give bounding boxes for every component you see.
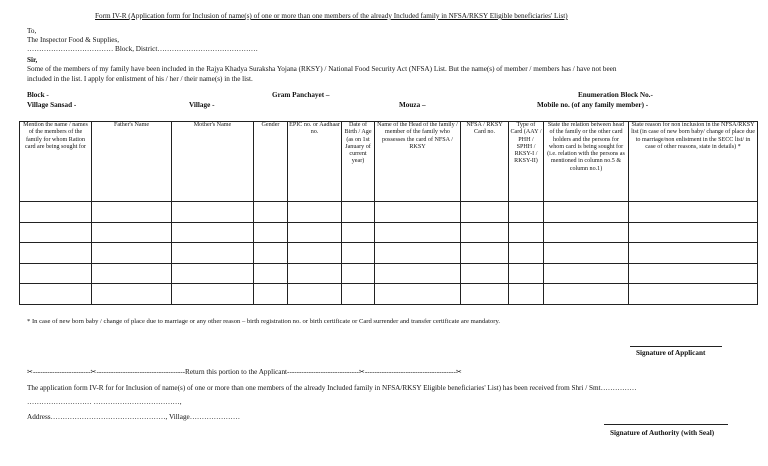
column-header: EPIC no. or Aadhaar no.: [288, 122, 342, 202]
table-cell[interactable]: [461, 284, 509, 305]
column-header: Gender: [254, 122, 288, 202]
table-cell[interactable]: [342, 243, 375, 264]
table-cell[interactable]: [92, 202, 172, 223]
enumeration-block-field: Enumeration Block No.-: [578, 91, 653, 99]
table-cell[interactable]: [172, 263, 254, 284]
receipt-address: Address…………………………………………, Village…………………: [27, 413, 241, 421]
table-cell[interactable]: [288, 243, 342, 264]
addressee: The Inspector Food & Supplies,: [27, 36, 120, 44]
table-cell[interactable]: [254, 263, 288, 284]
table-cell[interactable]: [544, 243, 629, 264]
table-row: [20, 243, 758, 264]
table-cell[interactable]: [342, 222, 375, 243]
table-cell[interactable]: [20, 243, 92, 264]
column-header: State reason for non inclusion in the NFSA/RKSY list (in case of new born baby/ change of place due to marriage/non enlistment in the SECC list/ in case of other reasons, state in details) *: [629, 122, 758, 202]
table-cell[interactable]: [254, 243, 288, 264]
authority-signature-line: [604, 424, 728, 425]
to-label: To,: [27, 27, 37, 35]
table-row: [20, 284, 758, 305]
table-cell[interactable]: [342, 263, 375, 284]
receipt-line1: The application form IV-R for for Inclusion of name(s) of one or more than one members of the already Included family in NFSA/RKSY Eligible beneficiaries' List) has been received from Shri / Smt……………: [27, 384, 637, 392]
column-header: Type of Card (AAY / PHH / SPHH / RKSY-I / RKSY-II): [509, 122, 544, 202]
block-district-line: ……………………………… Block, District……………………………………: [27, 45, 258, 53]
table-cell[interactable]: [461, 263, 509, 284]
table-cell[interactable]: [288, 202, 342, 223]
table-cell[interactable]: [20, 202, 92, 223]
table-cell[interactable]: [20, 284, 92, 305]
table-cell[interactable]: [509, 284, 544, 305]
table-cell[interactable]: [544, 263, 629, 284]
signature-applicant: Signature of Applicant: [636, 349, 706, 357]
mobile-field: Mobile no. (of any family member) -: [537, 101, 649, 109]
applicant-signature-line: [630, 346, 722, 347]
table-cell[interactable]: [342, 202, 375, 223]
table-cell[interactable]: [461, 243, 509, 264]
table-cell[interactable]: [375, 243, 461, 264]
table-row: [20, 263, 758, 284]
table-cell[interactable]: [544, 222, 629, 243]
application-table: [19, 121, 758, 305]
table-cell[interactable]: [172, 284, 254, 305]
table-row: [20, 222, 758, 243]
table-cell[interactable]: [509, 202, 544, 223]
table-cell[interactable]: [288, 222, 342, 243]
table-cell[interactable]: [342, 284, 375, 305]
signature-authority: Signature of Authority (with Seal): [610, 429, 715, 437]
table-cell[interactable]: [509, 243, 544, 264]
column-header: Date of Birth / Age (as on 1st January of current year): [342, 122, 375, 202]
column-header: Mother's Name: [172, 122, 254, 202]
table-cell[interactable]: [20, 222, 92, 243]
table-cell[interactable]: [375, 222, 461, 243]
table-cell[interactable]: [629, 202, 758, 223]
cut-line: ✂------------------------✂-------------------------------------Return this portion to the Applicant------------------------------✂--------------------------------------✂: [27, 368, 462, 376]
column-header: State the relation between head of the family or the other card holders and the persons for whom card is being sought for (i.e. relation with the persons as mentioned in column no.5 & column no.1): [544, 122, 629, 202]
table-cell[interactable]: [92, 284, 172, 305]
table-cell[interactable]: [92, 243, 172, 264]
table-cell[interactable]: [461, 222, 509, 243]
table-cell[interactable]: [254, 222, 288, 243]
table-cell[interactable]: [629, 243, 758, 264]
table-cell[interactable]: [375, 263, 461, 284]
salutation: Sir,: [27, 56, 38, 64]
table-header-row: [20, 122, 758, 202]
table-cell[interactable]: [629, 263, 758, 284]
table-cell[interactable]: [92, 222, 172, 243]
table-cell[interactable]: [172, 243, 254, 264]
block-field: Block -: [27, 91, 49, 99]
table-cell[interactable]: [288, 263, 342, 284]
gram-panchayet-field: Gram Panchayet –: [272, 91, 330, 99]
footnote: * In case of new born baby / change of place due to marriage or any other reason – birth registration no. or birth certificate or Card surrender and transfer certificate are mandatory.: [27, 318, 501, 325]
table-cell[interactable]: [375, 202, 461, 223]
form-title: Form IV-R (Application form for Inclusion of name(s) of one or more than one members of the already Included family in NFSA/RKSY Eligible beneficiaries' List): [95, 12, 568, 20]
table-cell[interactable]: [375, 284, 461, 305]
body-text-line1: Some of the members of my family have been included in the Rajya Khadya Suraksha Yojana (RKSY) / National Food Security Act (NFSA) List. But the name(s) of member / members has / have not been: [27, 65, 617, 73]
table-cell[interactable]: [544, 202, 629, 223]
body-text-line2: included in the list. I apply for enlistment of his / her / their name(s) in the list.: [27, 75, 253, 83]
table-cell[interactable]: [288, 284, 342, 305]
column-header: Father's Name: [92, 122, 172, 202]
table-cell[interactable]: [254, 284, 288, 305]
village-sansad-field: Village Sansad -: [27, 101, 77, 109]
table-cell[interactable]: [20, 263, 92, 284]
table-cell[interactable]: [629, 222, 758, 243]
column-header: Mention the name / names of the members of the family for whom Ration card are being sought for: [20, 122, 92, 202]
mouza-field: Mouza –: [399, 101, 426, 109]
table-cell[interactable]: [254, 202, 288, 223]
table-row: [20, 202, 758, 223]
column-header: Name of the Head of the family / member of the family who possesses the card of NFSA / RKSY: [375, 122, 461, 202]
table-cell[interactable]: [461, 202, 509, 223]
table-cell[interactable]: [509, 263, 544, 284]
table-cell[interactable]: [629, 284, 758, 305]
table-cell[interactable]: [172, 202, 254, 223]
table-cell[interactable]: [92, 263, 172, 284]
column-header: NFSA / RKSY Card no.: [461, 122, 509, 202]
table-cell[interactable]: [509, 222, 544, 243]
table-cell[interactable]: [544, 284, 629, 305]
receipt-line2: ……………………… ………………………………,: [27, 398, 182, 406]
village-field: Village -: [189, 101, 215, 109]
table-cell[interactable]: [172, 222, 254, 243]
